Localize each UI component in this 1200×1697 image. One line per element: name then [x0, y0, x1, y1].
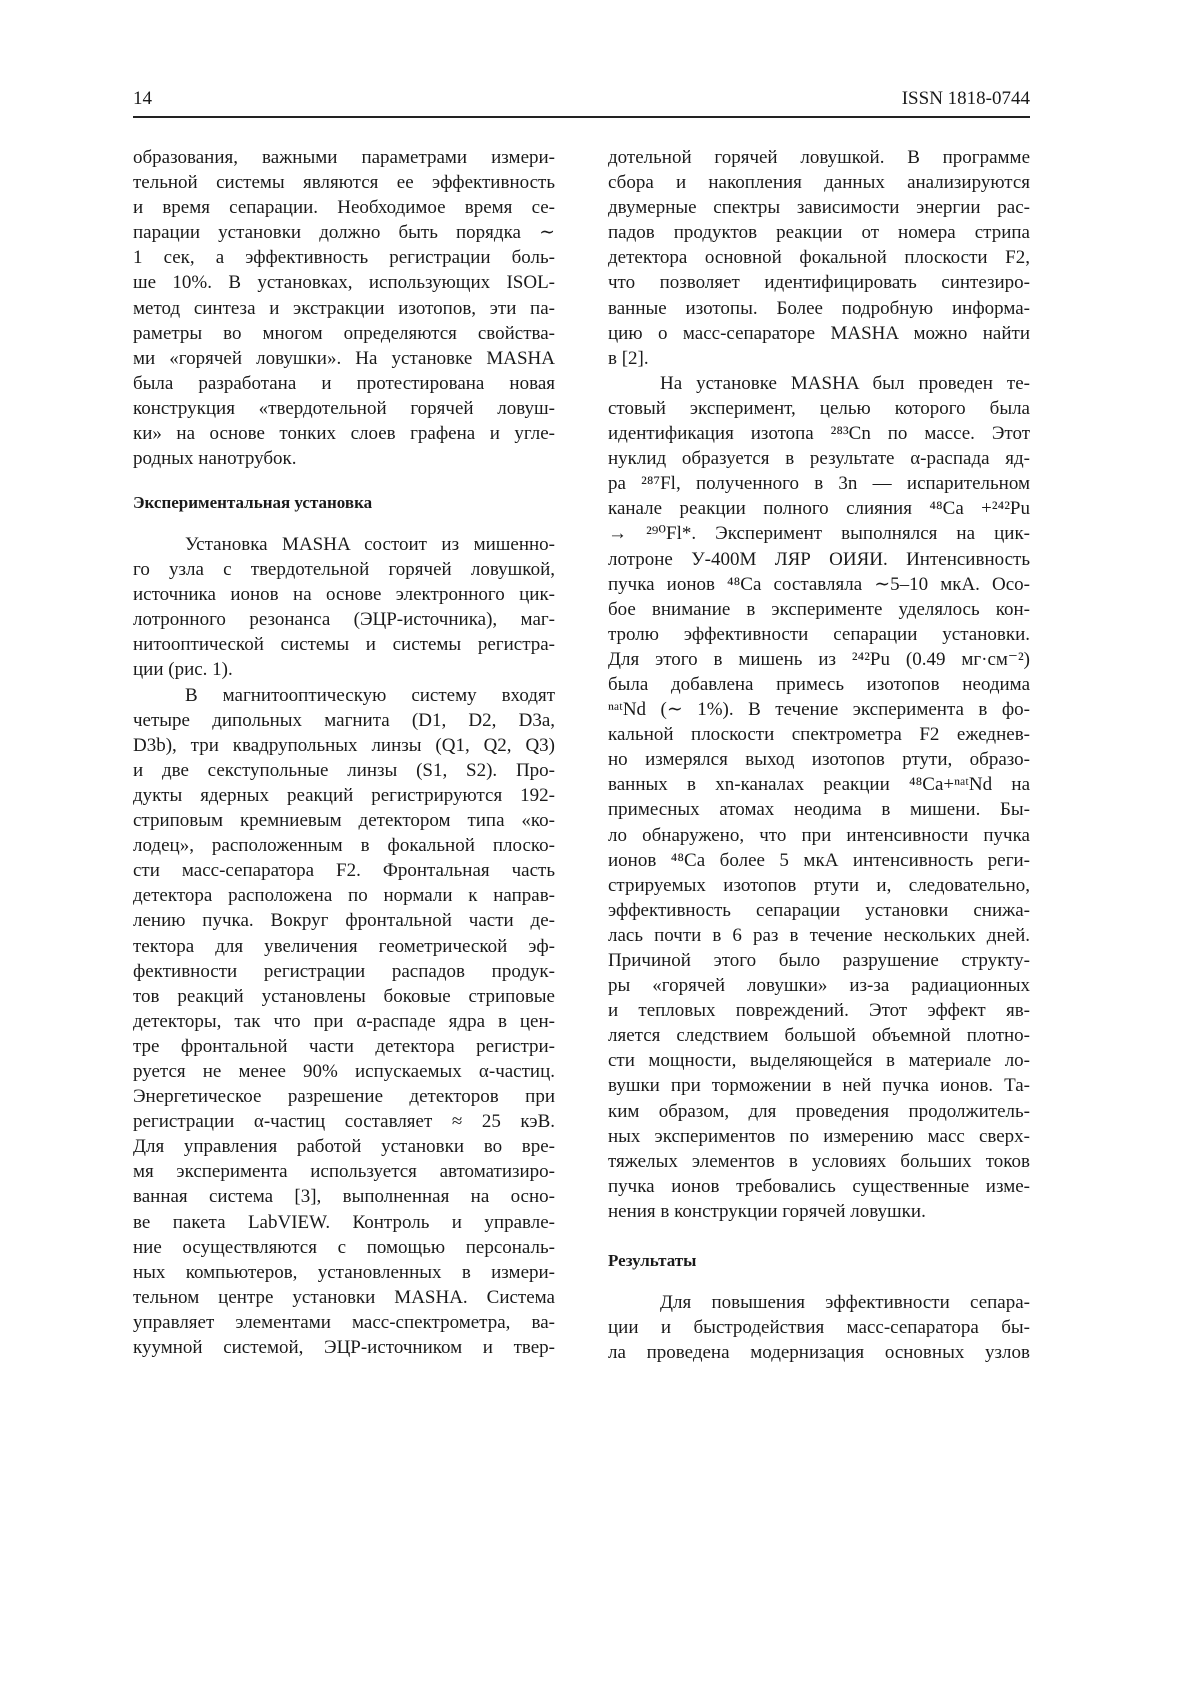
text-line: сти мощности, выделяющейся в материале ло-	[608, 1048, 1030, 1073]
text-line: ции и быстродействия масс-сепаратора бы-	[608, 1315, 1030, 1340]
text-line: детектора расположена по нормали к направ-	[133, 883, 555, 908]
text-line: ванные изотопы. Более подробную информа-	[608, 296, 1030, 321]
text-line: ми «горячей ловушки». На установке MASHA	[133, 346, 555, 371]
text-line: ции (рис. 1).	[133, 657, 555, 682]
left-column-block-1	[133, 145, 555, 471]
text-line: лась почти в 6 раз в течение нескольких дней.	[608, 923, 1030, 948]
text-line: ла проведена модернизация основных узлов	[608, 1340, 1030, 1365]
text-line: раметры во многом определяются свойства-	[133, 321, 555, 346]
text-line: мя эксперимента используется автоматизиро-	[133, 1159, 555, 1184]
text-line: примесных атомах неодима в мишени. Бы-	[608, 797, 1030, 822]
text-line: пучка ионов требовались существенные изме-	[608, 1174, 1030, 1199]
text-line: стовый эксперимент, целью которого была	[608, 396, 1030, 421]
text-line: Для управления работой установки во вре-	[133, 1134, 555, 1159]
text-line: ры «горячей ловушки» из-за радиационных	[608, 973, 1030, 998]
text-line: ванных в xn-каналах реакции ⁴⁸Ca+ⁿᵃᵗNd на	[608, 772, 1030, 797]
text-line: дукты ядерных реакций регистрируются 192-	[133, 783, 555, 808]
left-column-block-2	[133, 532, 555, 1360]
text-line: лотроне У-400М ЛЯР ОИЯИ. Интенсивность	[608, 547, 1030, 572]
text-line: но измерялся выход изотопов ртути, образо-	[608, 747, 1030, 772]
text-line: ра ²⁸⁷Fl, полученного в 3n — испарительном	[608, 471, 1030, 496]
text-line: источника ионов на основе электронного цик-	[133, 582, 555, 607]
text-line: ванная система [3], выполненная на осно-	[133, 1184, 555, 1209]
text-line: тяжелых элементов в условиях больших токов	[608, 1149, 1030, 1174]
text-line: нуклид образуется в результате α-распада яд-	[608, 446, 1030, 471]
text-line: что позволяет идентифицировать синтезиро-	[608, 270, 1030, 295]
text-line: парации установки должно быть порядка ∼	[133, 220, 555, 245]
text-line: лению пучка. Вокруг фронтальной части де-	[133, 908, 555, 933]
text-line: детектора основной фокальной плоскости F2,	[608, 245, 1030, 270]
text-line: лотронного резонанса (ЭЦР-источника), маг-	[133, 607, 555, 632]
text-line: тре фронтальной части детектора регистри-	[133, 1034, 555, 1059]
text-line: регистрации α-частиц составляет ≈ 25 кэВ.	[133, 1109, 555, 1134]
text-line: На установке MASHA был проведен те-	[608, 371, 1030, 396]
text-line: 1 сек, а эффективность регистрации боль-	[133, 245, 555, 270]
text-line: руется не менее 90% испускаемых α-частиц.	[133, 1059, 555, 1084]
text-line: тельной системы являются ее эффективность	[133, 170, 555, 195]
text-line: сти масс-сепаратора F2. Фронтальная часть	[133, 858, 555, 883]
text-line: идентификация изотопа ²⁸³Cn по массе. Этот	[608, 421, 1030, 446]
text-line: стриповым кремниевым детектором типа «ко-	[133, 808, 555, 833]
right-column-block-1	[608, 145, 1030, 1224]
text-line: вушки при торможении в ней пучка ионов. Та-	[608, 1073, 1030, 1098]
text-line: двумерные спектры зависимости энергии рас-	[608, 195, 1030, 220]
text-line: кальной плоскости спектрометра F2 ежеднев-	[608, 722, 1030, 747]
text-line: цию о масс-сепараторе MASHA можно найти	[608, 321, 1030, 346]
text-line: го узла с твердотельной горячей ловушкой,	[133, 557, 555, 582]
text-line: нитооптической системы и системы регистра-	[133, 632, 555, 657]
text-line: Установка MASHA состоит из мишенно-	[133, 532, 555, 557]
text-line: детекторы, так что при α-распаде ядра в цен-	[133, 1009, 555, 1034]
header-rule	[133, 116, 1030, 118]
text-line: D3b), три квадрупольных линзы (Q1, Q2, Q3)	[133, 733, 555, 758]
text-line: падов продуктов реакции от номера стрипа	[608, 220, 1030, 245]
text-line: тролю эффективности сепарации установки.	[608, 622, 1030, 647]
text-line: в [2].	[608, 346, 1030, 371]
text-line: бое внимание в эксперименте уделялось кон-	[608, 597, 1030, 622]
text-line: была добавлена примесь изотопов неодима	[608, 672, 1030, 697]
text-line: ние осуществляются с помощью персональ-	[133, 1235, 555, 1260]
text-line: ким образом, для проведения продолжитель-	[608, 1099, 1030, 1124]
section-heading-experimental-setup: Экспериментальная установка	[133, 490, 372, 515]
section-heading-results: Результаты	[608, 1248, 696, 1273]
text-line: сбора и накопления данных анализируются	[608, 170, 1030, 195]
text-line: ляется следствием большой объемной плотно-	[608, 1023, 1030, 1048]
text-line: Причиной этого было разрушение структу-	[608, 948, 1030, 973]
text-line: тектора для увеличения геометрической эф-	[133, 934, 555, 959]
text-line: тельном центре установки MASHA. Система	[133, 1285, 555, 1310]
text-line: конструкция «твердотельной горячей ловуш-	[133, 396, 555, 421]
text-line: ных экспериментов по измерению масс сверх-	[608, 1124, 1030, 1149]
text-line: пучка ионов ⁴⁸Ca составляла ∼5–10 мкА. Осо-	[608, 572, 1030, 597]
text-line: ки» на основе тонких слоев графена и угле-	[133, 421, 555, 446]
text-line: и две секступольные линзы (S1, S2). Про-	[133, 758, 555, 783]
text-line: куумной системой, ЭЦР-источником и твер-	[133, 1335, 555, 1360]
text-line: стрируемых изотопов ртути и, следовательно,	[608, 873, 1030, 898]
text-line: тов реакций установлены боковые стриповые	[133, 984, 555, 1009]
text-line: эффективность сепарации установки снижа-	[608, 898, 1030, 923]
text-line: ⁿᵃᵗNd (∼ 1%). В течение эксперимента в фо-	[608, 697, 1030, 722]
text-line: канале реакции полного слияния ⁴⁸Ca +²⁴²Pu	[608, 496, 1030, 521]
text-line: → ²⁹⁰Fl*. Эксперимент выполнялся на цик-	[608, 521, 1030, 546]
text-line: и тепловых повреждений. Этот эффект яв-	[608, 998, 1030, 1023]
text-line: метод синтеза и экстракции изотопов, эти па-	[133, 296, 555, 321]
text-line: четыре дипольных магнита (D1, D2, D3a,	[133, 708, 555, 733]
journal-issn: ISSN 1818-0744	[902, 88, 1030, 110]
text-line: ше 10%. В установках, использующих ISOL-	[133, 270, 555, 295]
right-column-block-2	[608, 1290, 1030, 1365]
text-line: ло обнаружено, что при интенсивности пучка	[608, 823, 1030, 848]
page-number: 14	[133, 88, 152, 110]
text-line: родных нанотрубок.	[133, 446, 555, 471]
text-line: Энергетическое разрешение детекторов при	[133, 1084, 555, 1109]
text-line: фективности регистрации распадов продук-	[133, 959, 555, 984]
text-line: нения в конструкции горячей ловушки.	[608, 1199, 1030, 1224]
text-line: ионов ⁴⁸Ca более 5 мкА интенсивность реги-	[608, 848, 1030, 873]
text-line: образования, важными параметрами измери-	[133, 145, 555, 170]
text-line: ных компьютеров, установленных в измери-	[133, 1260, 555, 1285]
text-line: лодец», расположенным в фокальной плоско-	[133, 833, 555, 858]
text-line: была разработана и протестирована новая	[133, 371, 555, 396]
text-line: управляет элементами масс-спектрометра, ва-	[133, 1310, 555, 1335]
text-line: Для повышения эффективности сепара-	[608, 1290, 1030, 1315]
text-line: В магнитооптическую систему входят	[133, 683, 555, 708]
text-line: дотельной горячей ловушкой. В программе	[608, 145, 1030, 170]
text-line: и время сепарации. Необходимое время се-	[133, 195, 555, 220]
text-line: ве пакета LabVIEW. Контроль и управле-	[133, 1210, 555, 1235]
text-line: Для этого в мишень из ²⁴²Pu (0.49 мг·см⁻²)	[608, 647, 1030, 672]
